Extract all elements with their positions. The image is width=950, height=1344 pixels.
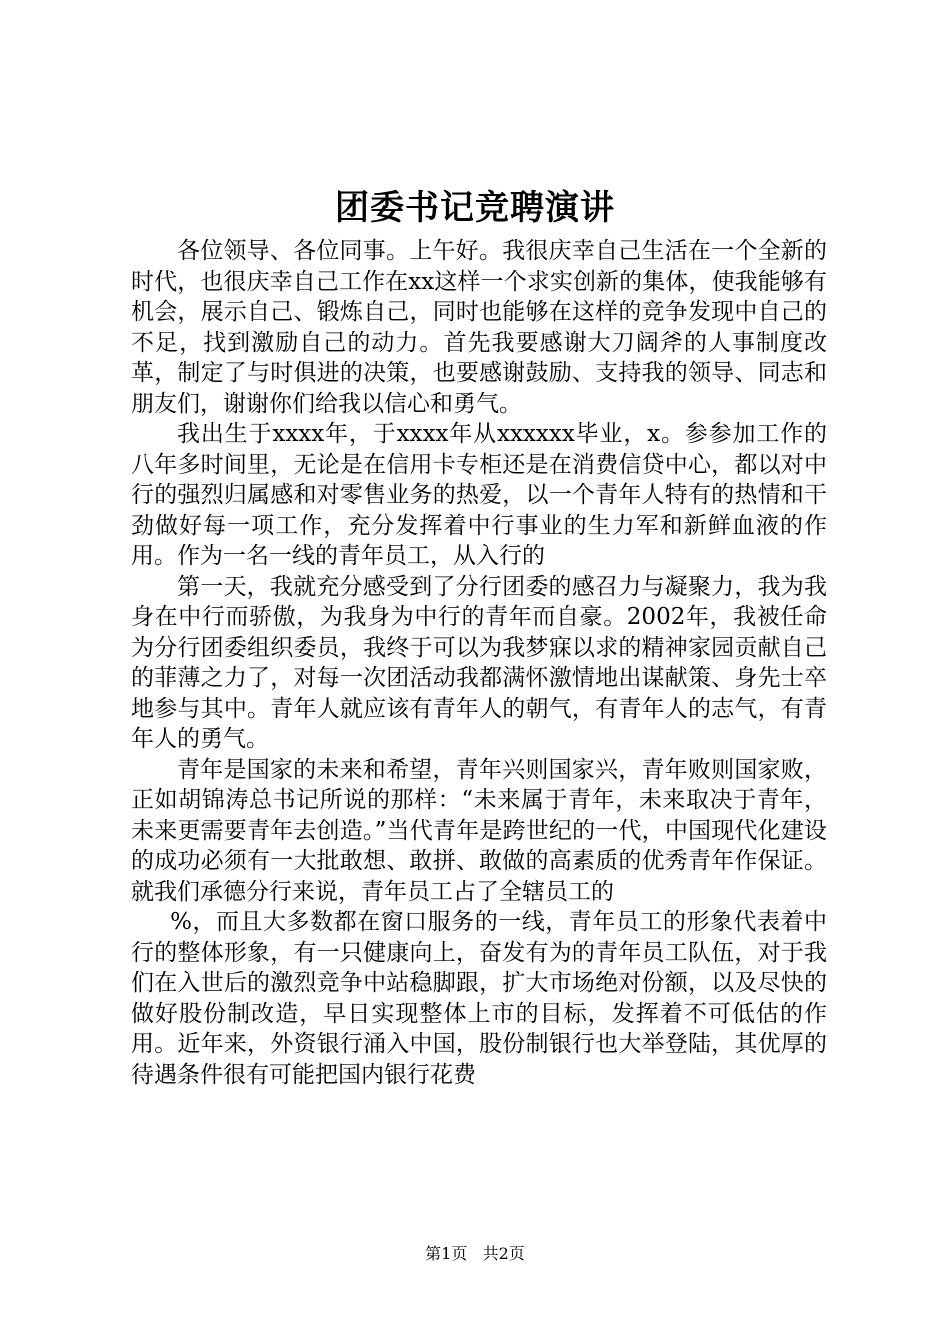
page-total: 共2页 — [482, 1244, 525, 1263]
paragraph-greeting: 各位领导、各位同事。上午好。我很庆幸自己生活在一个全新的时代，也很庆幸自己工作在xx这样一个求实创新的集体，使我能够有机会，展示自己、锻炼自己，同时也能够在这样的竞争发现中自己的不足，找到激励自己的动力。首先我要感谢大刀阔斧的人事制度改革，制定了与时俱进的决策，也要感谢鼓励、支持我的领导、同志和朋友们，谢谢你们给我以信心和勇气。 — [131, 238, 827, 417]
paragraph-percentage: %，而且大多数都在窗口服务的一线，青年员工的形象代表着中行的整体形象，有一只健康向上，奋发有为的青年员工队伍，对于我们在入世后的激烈竞争中站稳脚跟，扩大市场绝对份额，以及尽快的做好股份制改造，早日实现整体上市的目标，发挥着不可低估的作用。近年来，外资银行涌入中国，股份制银行也大举登陆，其优厚的待遇条件很有可能把国内银行花费 — [131, 909, 827, 1088]
page-number: 第1页 — [425, 1244, 468, 1263]
page-footer — [0, 1242, 950, 1266]
paragraph-first-day: 第一天，我就充分感受到了分行团委的感召力与凝聚力，我为我身在中行而骄傲，为我身为中行的青年而自豪。2002年，我被任命为分行团委组织委员，我终于可以为我梦寐以求的精神家园贡献自己的菲薄之力了，对每一次团活动我都满怀激情地出谋献策、身先士卒地参与其中。青年人就应该有青年人的朝气，有青年人的志气，有青年人的勇气。 — [131, 573, 827, 752]
paragraph-youth: 青年是国家的未来和希望，青年兴则国家兴，青年败则国家败，正如胡锦涛总书记所说的那样：“未来属于青年，未来取决于青年，未来更需要青年去创造。”当代青年是跨世纪的一代，中国现代化建设的成功必须有一大批敢想、敢拼、敢做的高素质的优秀青年作保证。就我们承德分行来说，青年员工占了全辖员工的 — [131, 756, 827, 905]
page-separator — [472, 1244, 477, 1263]
document-body — [131, 236, 827, 1090]
document-title: 团委书记竞聘演讲 — [335, 188, 615, 228]
paragraph-background: 我出生于xxxx年，于xxxx年从xxxxxx毕业，x。参参加工作的八年多时间里，无论是在信用卡专柜还是在消费信贷中心，都以对中行的强烈归属感和对零售业务的热爱，以一个青年人特有的热情和干劲做好每一项工作，充分发挥着中行事业的生力军和新鲜血液的作用。作为一名一线的青年员工，从入行的 — [131, 421, 827, 569]
